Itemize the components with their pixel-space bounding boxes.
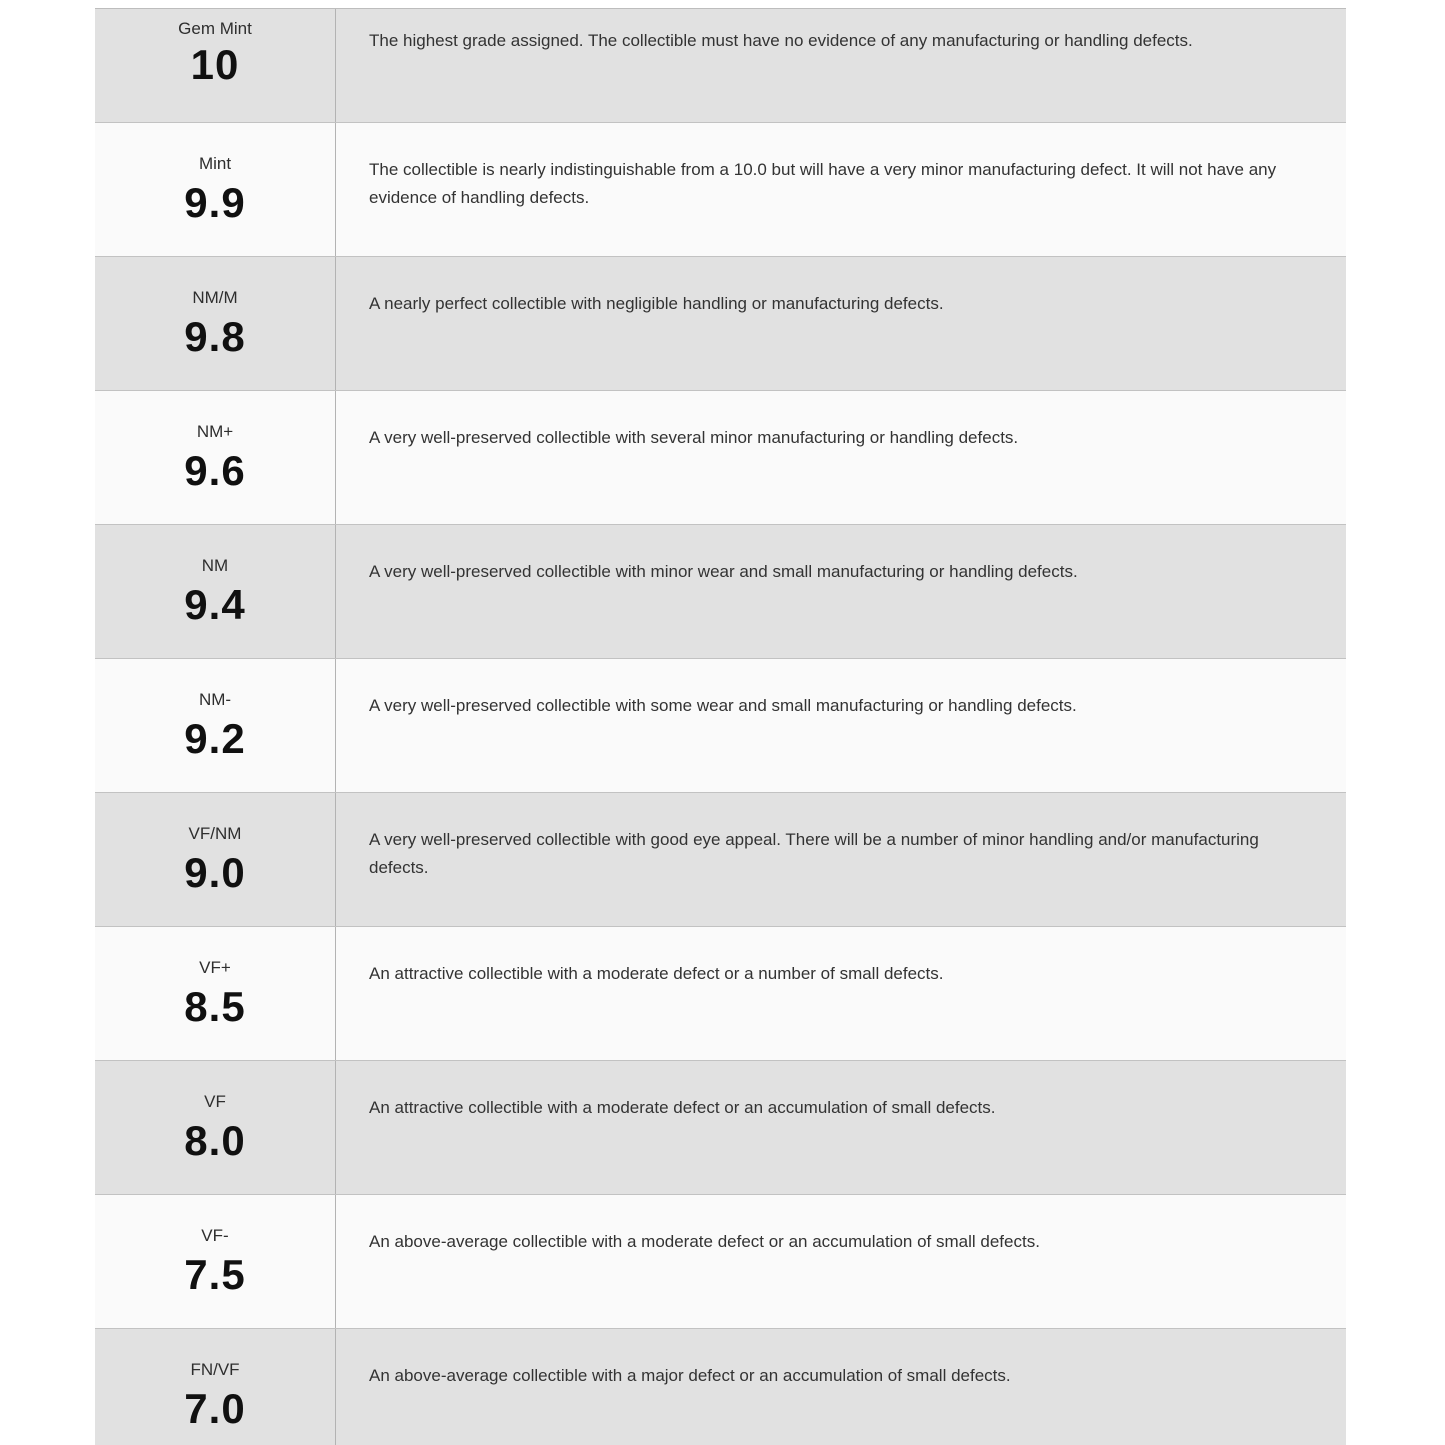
- description-cell: [336, 1061, 1346, 1194]
- grade-cell: [95, 1329, 336, 1445]
- grade-name: NM: [201, 556, 229, 575]
- grade-cell: [95, 123, 336, 256]
- grade-name: VF-: [201, 1226, 229, 1245]
- grade-description: An attractive collectible with a moderate defect or a number of small defects.: [369, 964, 944, 983]
- grading-table-row: [95, 123, 1346, 257]
- grade-name: VF+: [199, 958, 231, 977]
- grade-description: An above-average collectible with a major defect or an accumulation of small defects.: [369, 1366, 1011, 1385]
- grading-table-row: [95, 659, 1346, 793]
- grade-cell: [95, 9, 336, 122]
- grade-description: An above-average collectible with a moderate defect or an accumulation of small defects.: [369, 1232, 1040, 1251]
- description-cell: [336, 525, 1346, 658]
- grading-table-row: [95, 525, 1346, 659]
- grade-number: 7.5: [184, 1251, 246, 1298]
- grade-description: An attractive collectible with a moderate defect or an accumulation of small defects.: [369, 1098, 996, 1117]
- grade-cell: [95, 659, 336, 792]
- grading-table-row: [95, 9, 1346, 123]
- description-cell: [336, 9, 1346, 122]
- grade-cell: [95, 525, 336, 658]
- grading-table-row: [95, 391, 1346, 525]
- grade-number: 9.9: [184, 179, 246, 226]
- description-cell: [336, 793, 1346, 926]
- grade-name: Mint: [198, 154, 232, 173]
- grade-number: 9.2: [184, 715, 246, 762]
- grade-description: A very well-preserved collectible with minor wear and small manufacturing or handling defects.: [369, 562, 1078, 581]
- grade-name: NM-: [198, 690, 232, 709]
- description-cell: [336, 927, 1346, 1060]
- description-cell: [336, 123, 1346, 256]
- grade-description: A nearly perfect collectible with negligible handling or manufacturing defects.: [369, 294, 944, 313]
- description-cell: [336, 257, 1346, 390]
- grade-name: NM+: [196, 422, 234, 441]
- grade-cell: [95, 391, 336, 524]
- grade-cell: [95, 793, 336, 926]
- grade-name: Gem Mint: [178, 19, 252, 38]
- grade-cell: [95, 927, 336, 1060]
- grade-cell: [95, 1195, 336, 1328]
- grade-description: The highest grade assigned. The collectible must have no evidence of any manufacturing or handling defects.: [369, 31, 1193, 50]
- grade-number: 7.0: [184, 1385, 246, 1432]
- grade-number: 8.0: [184, 1117, 246, 1164]
- grade-number: 8.5: [184, 983, 246, 1030]
- grading-table-row: [95, 1195, 1346, 1329]
- grading-scale-table: [95, 8, 1346, 1445]
- grade-number: 9.4: [184, 581, 246, 628]
- grade-name: VF/NM: [188, 824, 242, 843]
- grading-table-row: [95, 927, 1346, 1061]
- grade-name: NM/M: [192, 288, 238, 307]
- grade-description: A very well-preserved collectible with good eye appeal. There will be a number of minor handling and/or manufacturing defects.: [369, 830, 1259, 877]
- grade-number: 9.6: [184, 447, 246, 494]
- grade-number: 10: [190, 41, 240, 88]
- grading-table-row: [95, 793, 1346, 927]
- description-cell: [336, 1195, 1346, 1328]
- grade-description: The collectible is nearly indistinguishable from a 10.0 but will have a very minor manufacturing defect. It will not have any evidence of handling defects.: [369, 160, 1277, 207]
- grade-cell: [95, 1061, 336, 1194]
- grade-number: 9.8: [184, 313, 246, 360]
- grade-name: VF: [204, 1092, 226, 1111]
- grade-cell: [95, 257, 336, 390]
- grading-table-row: [95, 257, 1346, 391]
- grade-name: FN/VF: [190, 1360, 240, 1379]
- grading-table-row: [95, 1061, 1346, 1195]
- grade-description: A very well-preserved collectible with some wear and small manufacturing or handling defects.: [369, 696, 1077, 715]
- grade-description: A very well-preserved collectible with several minor manufacturing or handling defects.: [369, 428, 1019, 447]
- grading-table-row: [95, 1329, 1346, 1445]
- description-cell: [336, 1329, 1346, 1445]
- description-cell: [336, 391, 1346, 524]
- description-cell: [336, 659, 1346, 792]
- grade-number: 9.0: [184, 849, 246, 896]
